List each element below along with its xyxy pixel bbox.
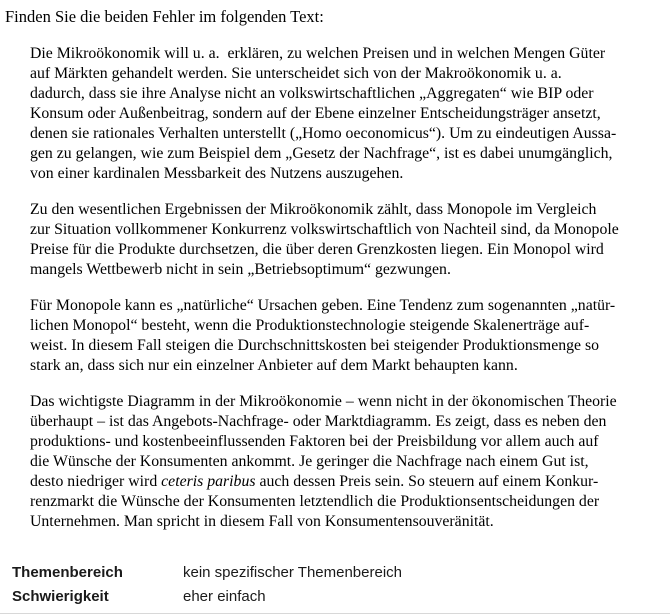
paragraph bbox=[30, 200, 666, 280]
text-line: gen zu gelangen, wie zum Beispiel dem „Gesetz der Nachfrage“, ist es dabei unumgänglich, bbox=[30, 145, 613, 162]
text-line: weist. In diesem Fall steigen die Durchschnittskosten bei steigender Produktionsmenge so bbox=[30, 337, 600, 354]
text-segment: auch dessen Preis sein. So steuern auf einem Konkur- bbox=[255, 473, 599, 490]
page-title: Finden Sie die beiden Fehler im folgenden Text: bbox=[5, 7, 324, 26]
metadata-value: eher einfach bbox=[183, 588, 266, 605]
text-line: Preise für die Produkte durchsetzen, die über deren Grenzkosten liegen. Ein Monopol wird bbox=[30, 241, 604, 258]
text-line: die Wünsche der Konsumenten ankommt. Je geringer die Nachfrage nach einem Gut ist, bbox=[30, 453, 589, 470]
text-line bbox=[30, 472, 666, 492]
text-line: Die Mikroökonomik will u. a. erklären, zu welchen Preisen und in welchen Mengen Güter bbox=[30, 45, 606, 62]
text-line: renzmarkt die Wünsche der Konsumenten letztendlich die Produktionsentscheidungen der bbox=[30, 493, 600, 510]
text-line: Für Monopole kann es „natürliche“ Ursachen geben. Eine Tendenz zum sogenannten „natür- bbox=[30, 297, 616, 314]
paragraph bbox=[30, 296, 666, 376]
bottom-divider bbox=[0, 613, 670, 614]
text-line: Zu den wesentlichen Ergebnissen der Mikroökonomik zählt, dass Monopole im Vergleich bbox=[30, 201, 597, 218]
paragraph bbox=[30, 392, 666, 532]
metadata bbox=[12, 561, 658, 609]
text-line: zur Situation vollkommener Konkurrenz volkswirtschaftlich von Nachteil sind, da Monopole bbox=[30, 221, 619, 238]
text-line: von einer kardinalen Messbarkeit des Nutzens auszugehen. bbox=[30, 165, 404, 182]
text-line: stark an, dass sich nur ein einzelner Anbieter auf dem Markt behaupten kann. bbox=[30, 357, 518, 374]
text-line: Unternehmen. Man spricht in diesem Fall von Konsumentensouveränität. bbox=[30, 513, 494, 530]
text-line: Konsum oder Außenbeitrag, sondern auf der Ebene einzelner Entscheidungsträger ansetzt, bbox=[30, 105, 601, 122]
text-line: denen sie rationales Verhalten unterstellt („Homo oeconomicus“). Um zu eindeutigen Aussa- bbox=[30, 125, 617, 142]
italic-text: ceteris paribus bbox=[161, 473, 256, 490]
text-line: Das wichtigste Diagramm in der Mikroökonomie – wenn nicht in der ökonomischen Theorie bbox=[30, 393, 617, 410]
metadata-label: Schwierigkeit bbox=[12, 588, 109, 605]
text-line: mangels Wettbewerb nicht in sein „Betriebsoptimum“ gezwungen. bbox=[30, 261, 451, 278]
text-line: überhaupt – ist das Angebots-Nachfrage- oder Marktdiagramm. Es zeigt, dass es neben den bbox=[30, 413, 607, 430]
metadata-label: Themenbereich bbox=[12, 564, 123, 581]
metadata-row bbox=[12, 585, 658, 609]
text-line: lichen Monopol“ besteht, wenn die Produktionstechnologie steigende Skalenerträge auf- bbox=[30, 317, 590, 334]
text-line: auf Märkten gehandelt werden. Sie unterscheidet sich von der Makroökonomik u. a. bbox=[30, 65, 562, 82]
text-segment: desto niedriger wird bbox=[30, 473, 162, 490]
text-line: dadurch, dass sie ihre Analyse nicht an volkswirtschaftlichen „Aggregaten“ wie BIP oder bbox=[30, 85, 594, 102]
metadata-value: kein spezifischer Themenbereich bbox=[183, 564, 403, 581]
document-text bbox=[30, 44, 666, 532]
paragraph bbox=[30, 44, 666, 184]
text-line: produktions- und kostenbeeinflussenden Faktoren bei der Preisbildung vor allem auch auf bbox=[30, 433, 599, 450]
metadata-row bbox=[12, 561, 658, 585]
